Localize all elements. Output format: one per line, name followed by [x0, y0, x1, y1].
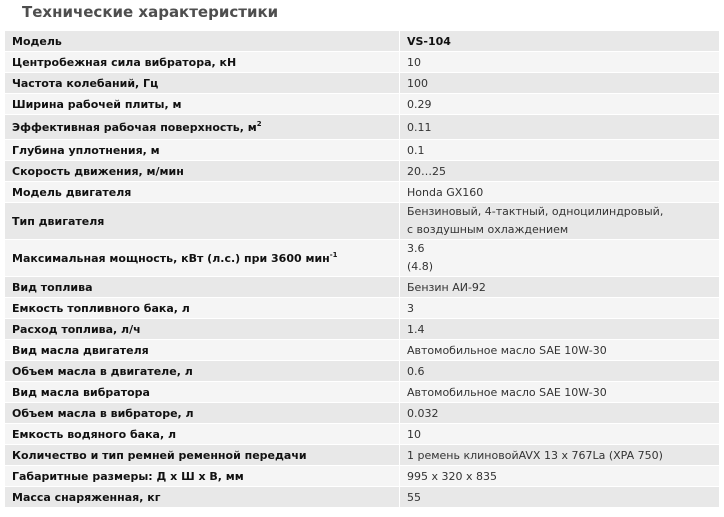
spec-value	[400, 445, 720, 466]
spec-label	[5, 161, 400, 182]
spec-row	[5, 31, 720, 52]
spec-row	[5, 424, 720, 445]
spec-label	[5, 182, 400, 203]
spec-value	[400, 424, 720, 445]
spec-value-text: с воздушным охлаждением	[407, 223, 569, 236]
spec-label-text: Количество и тип ремней ременной передачи	[12, 448, 307, 462]
spec-label-text: Ширина рабочей плиты, м	[12, 97, 182, 111]
spec-label-text: Глубина уплотнения, м	[12, 143, 160, 157]
spec-value-text: 10	[407, 427, 421, 441]
spec-label	[5, 445, 400, 466]
spec-row	[5, 140, 720, 161]
spec-label-text: Скорость движения, м/мин	[12, 164, 184, 178]
spec-label	[5, 487, 400, 508]
spec-label-text: Объем масла в вибраторе, л	[12, 406, 194, 420]
spec-label-text: Эффективная рабочая поверхность, м	[12, 120, 257, 134]
spec-row	[5, 445, 720, 466]
spec-value-text: 1.4	[407, 322, 425, 336]
spec-value	[400, 115, 720, 140]
spec-value	[400, 52, 720, 73]
spec-value	[400, 403, 720, 424]
spec-row	[5, 361, 720, 382]
spec-row	[5, 466, 720, 487]
spec-value	[400, 73, 720, 94]
spec-label	[5, 340, 400, 361]
spec-label-superscript: -1	[329, 250, 338, 259]
spec-label	[5, 203, 400, 240]
spec-row	[5, 182, 720, 203]
spec-row	[5, 240, 720, 277]
spec-label-text: Расход топлива, л/ч	[12, 322, 141, 336]
spec-value	[400, 140, 720, 161]
spec-label-text: Емкость топливного бака, л	[12, 301, 190, 315]
spec-value	[400, 382, 720, 403]
spec-row	[5, 52, 720, 73]
spec-row	[5, 115, 720, 140]
spec-value	[400, 182, 720, 203]
spec-value-text: 995 x 320 x 835	[407, 469, 497, 483]
specs-table-body	[5, 31, 720, 508]
spec-label-superscript: 2	[256, 119, 262, 128]
spec-label	[5, 140, 400, 161]
spec-value	[400, 240, 720, 277]
spec-value-text: 0.11	[407, 120, 432, 134]
spec-value-text: Автомобильное масло SAE 10W-30	[407, 385, 607, 399]
spec-label-text: Объем масла в двигателе, л	[12, 364, 193, 378]
spec-row	[5, 277, 720, 298]
spec-value	[400, 319, 720, 340]
spec-value	[400, 340, 720, 361]
spec-value	[400, 361, 720, 382]
spec-value-text: Автомобильное масло SAE 10W-30	[407, 343, 607, 357]
spec-label	[5, 52, 400, 73]
spec-value	[400, 466, 720, 487]
spec-value-text: 100	[407, 76, 428, 90]
spec-label	[5, 466, 400, 487]
spec-value-text: 0.6	[407, 364, 425, 378]
spec-value	[400, 161, 720, 182]
spec-label-text: Емкость водяного бака, л	[12, 427, 177, 441]
spec-label-text: Вид топлива	[12, 280, 93, 294]
spec-label	[5, 277, 400, 298]
spec-value-text: 55	[407, 490, 421, 504]
spec-value-text: 20…25	[407, 164, 446, 178]
spec-value	[400, 31, 720, 52]
spec-label-text: Модель двигателя	[12, 185, 132, 199]
spec-label	[5, 94, 400, 115]
spec-value-text: Honda GX160	[407, 185, 484, 199]
spec-value-text: 3.6	[407, 242, 425, 255]
spec-label	[5, 382, 400, 403]
spec-value-text: 0.1	[407, 143, 425, 157]
spec-label	[5, 31, 400, 52]
spec-value-text: 10	[407, 55, 421, 69]
spec-label-text: Масса снаряженная, кг	[12, 490, 161, 504]
spec-row	[5, 487, 720, 508]
spec-label	[5, 319, 400, 340]
spec-label-text: Тип двигателя	[12, 214, 105, 228]
spec-value	[400, 203, 720, 240]
spec-row	[5, 319, 720, 340]
spec-value	[400, 298, 720, 319]
spec-label	[5, 240, 400, 277]
spec-row	[5, 403, 720, 424]
spec-value-text: 0.29	[407, 97, 432, 111]
specs-table	[4, 30, 720, 508]
spec-value	[400, 277, 720, 298]
spec-label-text: Вид масла двигателя	[12, 343, 149, 357]
spec-row	[5, 94, 720, 115]
spec-row	[5, 382, 720, 403]
spec-label-text: Частота колебаний, Гц	[12, 76, 159, 90]
spec-label	[5, 115, 400, 140]
spec-value-text: 1 ремень клиновойAVX 13 x 767La (XPA 750)	[407, 448, 663, 462]
spec-value	[400, 487, 720, 508]
spec-value-text: Бензиновый, 4-тактный, одноцилиндровый,	[407, 205, 664, 218]
spec-row	[5, 203, 720, 240]
spec-label	[5, 424, 400, 445]
spec-label-text: Центробежная сила вибратора, кН	[12, 55, 237, 69]
spec-value-text: 0.032	[407, 406, 439, 420]
spec-label	[5, 73, 400, 94]
spec-label-text: Габаритные размеры: Д x Ш x В, мм	[12, 469, 244, 483]
spec-label	[5, 403, 400, 424]
spec-row	[5, 298, 720, 319]
spec-label-text: Модель	[12, 34, 62, 48]
spec-label	[5, 361, 400, 382]
spec-value-text: Бензин АИ-92	[407, 280, 486, 294]
spec-row	[5, 340, 720, 361]
spec-value-text: VS-104	[407, 34, 451, 48]
spec-row	[5, 73, 720, 94]
spec-label-text: Максимальная мощность, кВт (л.с.) при 3600 мин	[12, 251, 330, 265]
spec-value-text: 3	[407, 301, 414, 315]
page-title: Технические характеристики	[22, 3, 279, 21]
spec-row	[5, 161, 720, 182]
spec-label	[5, 298, 400, 319]
spec-value	[400, 94, 720, 115]
spec-label-text: Вид масла вибратора	[12, 385, 150, 399]
spec-value-text: (4.8)	[407, 260, 434, 273]
